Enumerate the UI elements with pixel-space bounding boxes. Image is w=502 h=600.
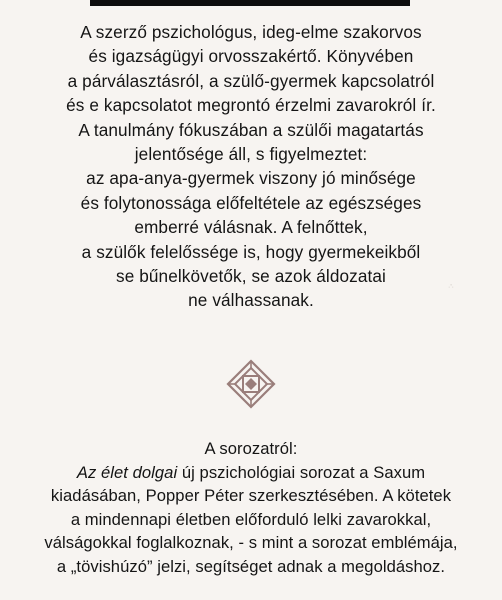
series-line: a mindennapi életben előforduló lelki zavarokkal, xyxy=(70,509,432,529)
series-line xyxy=(0,461,502,485)
about-line: A tanulmány fókuszában a szülői magatartás xyxy=(78,119,424,140)
about-line: A szerző pszichológus, ideg-elme szakorvos xyxy=(80,22,422,42)
tovishuzo-emblem-icon xyxy=(226,359,276,409)
about-line: és folytonossága előfeltétele az egészséges xyxy=(80,192,422,213)
top-dark-bar xyxy=(90,0,410,6)
author-description xyxy=(0,20,502,313)
series-line-rest: új pszichológiai sorozat a Saxum xyxy=(177,462,426,482)
about-line: jelentősége áll, s figyelmeztet: xyxy=(134,144,368,165)
series-line: kiadásában, Popper Péter szerkesztésében. A kötetek xyxy=(50,486,452,506)
series-description xyxy=(0,437,502,579)
about-line: a szülők felelőssége is, hogy gyermekeikből xyxy=(81,241,421,262)
about-line: és e kapcsolatot megrontó érzelmi zavarokról ír. xyxy=(66,95,436,116)
series-name: Az élet dolgai xyxy=(76,462,178,482)
series-heading: A sorozatról: xyxy=(204,439,298,458)
about-line: és igazságügyi orvosszakértő. Könyvében xyxy=(88,46,414,67)
about-line: se bűnelkövetők, se azok áldozatai xyxy=(116,266,386,287)
about-line: ne válhassanak. xyxy=(188,290,314,311)
series-line: a „tövishúzó” jelzi, segítséget adnak a megoldáshoz. xyxy=(56,556,446,576)
series-line: válságokkal foglalkoznak, - s mint a sorozat emblémája, xyxy=(44,533,458,553)
paper-speck: ·'· xyxy=(448,284,454,291)
about-line: a párválasztásról, a szülő-gyermek kapcsolatról xyxy=(67,70,435,91)
about-line: az apa-anya-gyermek viszony jó minősége xyxy=(86,168,416,189)
about-line: emberré válásnak. A felnőttek, xyxy=(134,217,368,238)
